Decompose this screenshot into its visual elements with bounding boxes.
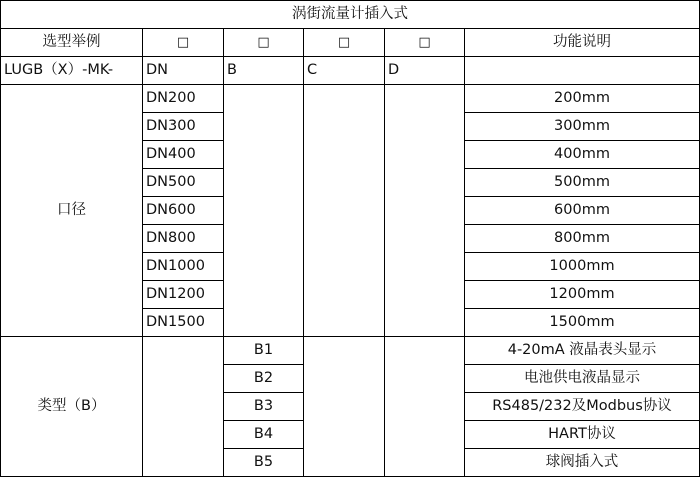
checkbox-d: □: [385, 29, 465, 57]
caliber-col-b: [224, 85, 304, 337]
model-row: [1, 57, 700, 85]
caliber-code: DN200: [143, 85, 224, 113]
caliber-col-d: [385, 85, 465, 337]
model-code-dn: DN: [143, 57, 224, 85]
type-col-dn: [143, 337, 224, 477]
caliber-row: [1, 85, 700, 113]
caliber-code: DN600: [143, 197, 224, 225]
model-code-d: D: [385, 57, 465, 85]
table-title: 涡街流量计插入式: [1, 1, 700, 29]
caliber-desc: 600mm: [465, 197, 700, 225]
caliber-desc: 1000mm: [465, 253, 700, 281]
type-col-c: [304, 337, 385, 477]
header-row: [1, 29, 700, 57]
example-label: 选型举例: [1, 29, 143, 57]
type-desc: RS485/232及Modbus协议: [465, 393, 700, 421]
model-code: LUGB（X）-MK-: [1, 57, 143, 85]
model-code-c: C: [304, 57, 385, 85]
caliber-desc: 200mm: [465, 85, 700, 113]
type-desc: 球阀插入式: [465, 449, 700, 477]
type-code: B1: [224, 337, 304, 365]
type-desc: HART协议: [465, 421, 700, 449]
type-code: B5: [224, 449, 304, 477]
title-row: [1, 1, 700, 29]
caliber-desc: 800mm: [465, 225, 700, 253]
caliber-code: DN1200: [143, 281, 224, 309]
caliber-label: 口径: [1, 85, 143, 337]
type-desc: 电池供电液晶显示: [465, 365, 700, 393]
caliber-code: DN1500: [143, 309, 224, 337]
type-code: B4: [224, 421, 304, 449]
type-label: 类型（B）: [1, 337, 143, 477]
caliber-code: DN800: [143, 225, 224, 253]
checkbox-b: □: [224, 29, 304, 57]
model-code-b: B: [224, 57, 304, 85]
type-code: B3: [224, 393, 304, 421]
caliber-desc: 500mm: [465, 169, 700, 197]
caliber-desc: 400mm: [465, 141, 700, 169]
caliber-code: DN300: [143, 113, 224, 141]
caliber-code: DN1000: [143, 253, 224, 281]
caliber-desc: 300mm: [465, 113, 700, 141]
caliber-col-c: [304, 85, 385, 337]
checkbox-dn: □: [143, 29, 224, 57]
caliber-code: DN500: [143, 169, 224, 197]
caliber-desc: 1500mm: [465, 309, 700, 337]
caliber-desc: 1200mm: [465, 281, 700, 309]
type-code: B2: [224, 365, 304, 393]
model-description: [465, 57, 700, 85]
function-label: 功能说明: [465, 29, 700, 57]
checkbox-c: □: [304, 29, 385, 57]
type-desc: 4-20mA 液晶表头显示: [465, 337, 700, 365]
type-row: [1, 337, 700, 365]
type-col-d: [385, 337, 465, 477]
caliber-code: DN400: [143, 141, 224, 169]
